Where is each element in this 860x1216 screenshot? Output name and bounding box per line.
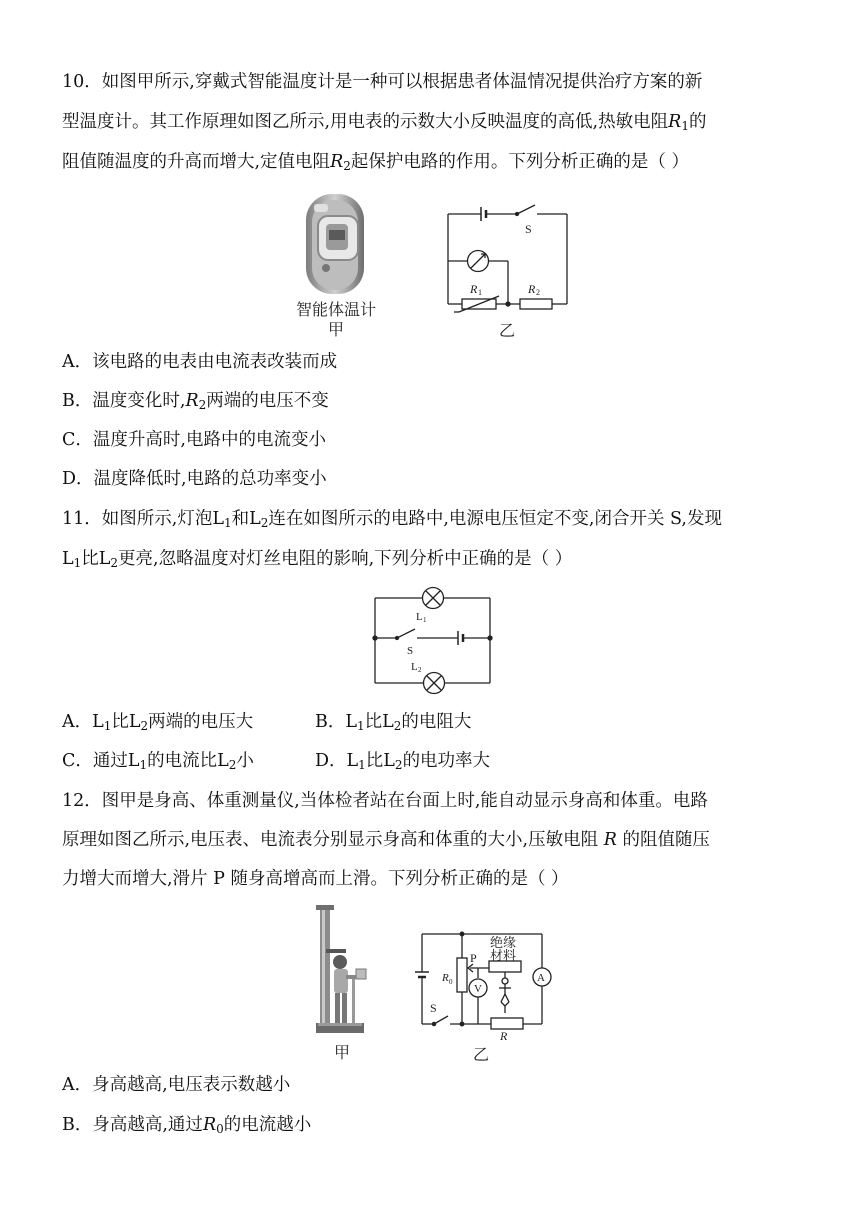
figure-label-jia: 甲: [327, 320, 344, 339]
q10-option-d[interactable]: D．温度降低时,电路的总功率变小: [62, 469, 327, 489]
q10-stem-line3: 阻值随温度的升高而增大,定值电阻$R_2$起保护电路的作用。下列分析正确的是（ ）: [62, 152, 689, 173]
svg-text:2: 2: [536, 288, 540, 297]
q10-r1-label: R: [470, 282, 478, 296]
q11-option-c[interactable]: C．通过$L_1$的电流比$L_2$小: [62, 751, 254, 772]
q12-voltmeter-label: V: [474, 983, 482, 995]
q12-stem-line1: 12．图甲是身高、体重测量仪,当体检者站在台面上时,能自动显示身高和体重。电路: [62, 791, 708, 811]
q12-slider-p-label: P: [470, 951, 477, 965]
q11-switch-label: S: [407, 645, 414, 657]
q12-switch-label: S: [430, 1001, 437, 1015]
q11-circuit-diagram: [370, 586, 495, 696]
svg-text:1: 1: [423, 616, 427, 624]
q11-option-d[interactable]: D．$L_1$比$L_2$的电功率大: [315, 751, 491, 772]
smart-thermometer-image: [296, 190, 376, 298]
svg-text:0: 0: [449, 978, 453, 986]
q10-option-c[interactable]: C．温度升高时,电路中的电流变小: [62, 430, 326, 450]
q12-ammeter-label: A: [537, 972, 545, 984]
q12-stem-line2: 原理如图乙所示,电压表、电流表分别显示身高和体重的大小,压敏电阻 R 的阻值随压: [62, 830, 710, 850]
q11-stem-line1: 11．如图所示,灯泡$L_1$和$L_2$连在如图所示的电路中,电源电压恒定不变,闭合开关 S,发现: [62, 509, 722, 530]
figure-label-yi-q12: 乙: [472, 1045, 489, 1064]
svg-text:2: 2: [418, 666, 422, 674]
q11-option-b[interactable]: B．$L_1$比$L_2$的电阻大: [315, 712, 472, 733]
q10-option-a[interactable]: A．该电路的电表由电流表改装而成: [62, 352, 338, 372]
q11-l2-label: L: [411, 661, 418, 673]
q12-option-a[interactable]: A．身高越高,电压表示数越小: [62, 1075, 291, 1095]
q12-r0-label: R: [442, 972, 449, 984]
q10-stem-line1: 10．如图甲所示,穿戴式智能温度计是一种可以根据患者体温情况提供治疗方案的新: [62, 72, 703, 92]
figure-label-jia-q12: 甲: [333, 1043, 350, 1062]
q12-insulation-label-1: 绝缘: [490, 935, 517, 950]
q10-switch-label: S: [525, 222, 532, 236]
figure-label-yi: 乙: [498, 321, 515, 340]
q12-circuit-diagram: [412, 928, 557, 1048]
q12-stem-line3: 力增大而增大,滑片 P 随身高增高而上滑。下列分析正确的是（ ）: [62, 869, 569, 889]
q12-insulation-label-2: 材料: [490, 948, 517, 963]
q10-stem-line2: 型温度计。其工作原理如图乙所示,用电表的示数大小反映温度的高低,热敏电阻$R_1$的: [62, 112, 707, 133]
q12-r-label: R: [500, 1029, 508, 1043]
q11-l1-label: L: [416, 611, 423, 623]
svg-text:1: 1: [478, 288, 482, 297]
q10-r2-label: R: [528, 282, 536, 296]
height-scale-image: [308, 903, 378, 1038]
figure-caption-thermometer: 智能体温计: [295, 300, 376, 319]
q11-option-a[interactable]: A．$L_1$比$L_2$两端的电压大: [62, 712, 254, 733]
q11-stem-line2: $L_1$比$L_2$更亮,忽略温度对灯丝电阻的影响,下列分析中正确的是（ ）: [62, 549, 573, 570]
q12-option-b[interactable]: B．身高越高,通过$R_0$的电流越小: [62, 1115, 312, 1136]
q10-option-b[interactable]: B．温度变化时$,R_2$两端的电压不变: [62, 391, 329, 412]
